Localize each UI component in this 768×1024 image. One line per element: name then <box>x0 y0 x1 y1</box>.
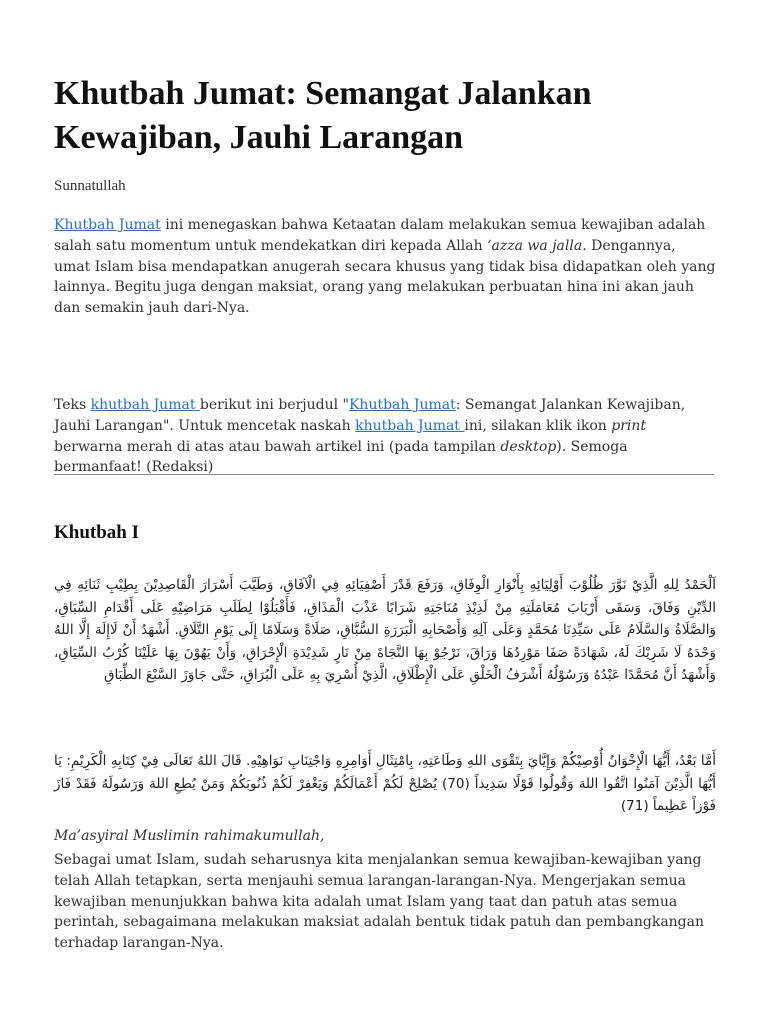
section-heading: Khutbah I <box>54 522 140 543</box>
note-italic-print: print <box>611 417 647 434</box>
note-text-a: Teks <box>54 397 91 413</box>
note-text-b: berikut ini berjudul " <box>199 397 349 413</box>
note-text-c: : Semangat Jalankan Kewajiban, Jauhi Larangan". Untuk mencetak naskah <box>54 397 686 434</box>
author-name: Sunnatullah <box>54 178 126 194</box>
intro-text-b: . Dengannya, umat Islam bisa mendapatkan anugerah secara khusus yang tidak bisa didapatkan oleh yang lainnya. Begitu juga dengan maksiat, orang yang melakukan perbuatan hina ini akan jauh dan semakin jauh dari-Nya. <box>54 237 716 317</box>
arabic-verse-text: أَمَّا بَعْدُ، أَيُّهَا الْإِخْوَانُ أُوْصِيْكُمْ وَإِيَّايَ بِتَقْوَى اللهِ وَطَاعَتِهِ، بِامْتِثَالِ أَوَامِرِهِ وَاجْتِنَابِ نَوَاهِيْهِ. قَالَ اللهُ تَعَالَى فِيْ كِتَابِهِ الْكَرِيْمِ: يَا أَيُّهَا الَّذِيْنَ آمَنُوا اتَّقُوا اللهَ وَقُولُوا قَوْلًا سَدِيداً (70) يُصْلِحْ لَكُمْ أَعْمَالَكُمْ وَيَغْفِرْ لَكُمْ ذُنُوبَكُمْ وَمَنْ يُطِعِ اللهَ وَرَسُولَهُ فَقَدْ فَازَ فَوْزاً عَظِيماً (71) <box>54 753 717 815</box>
khutbah-jumat-link-1[interactable]: khutbah Jumat <box>90 397 200 413</box>
intro-paragraph <box>54 215 716 319</box>
note-italic-desktop: desktop <box>500 438 557 455</box>
intro-text-a: ini menegaskan bahwa Ketaatan dalam melakukan semua kewajiban adalah salah satu momentum untuk mendekatkan diri kepada Allah <box>54 217 706 254</box>
intro-italic: ‘azza wa jalla <box>487 237 583 254</box>
khutbah-jumat-link-2[interactable]: Khutbah Jumat <box>348 397 456 413</box>
note-text-f: ). Semoga bermanfaat! (Redaksi) <box>54 438 628 476</box>
note-text-e: berwarna merah di atas atau bawah artikel ini (pada tampilan <box>54 438 501 455</box>
section-divider <box>54 474 714 475</box>
greeting-line: Ma’asyiral Muslimin rahimakumullah, <box>54 828 325 844</box>
editor-note-paragraph <box>54 395 716 478</box>
page-title: Khutbah Jumat: Semangat Jalankan Kewajiban, Jauhi Larangan <box>54 75 592 156</box>
khutbah-jumat-link[interactable]: Khutbah Jumat <box>54 217 161 233</box>
khutbah-jumat-link-3[interactable]: khutbah Jumat <box>355 417 465 434</box>
arabic-opening-text: اَلْحَمْدُ لِلهِ الَّذِيْ نَوَّرَ ظُلُوْبَ أَوْلِيَائِهِ بِأَنْوَارِ الْوِفَاقِ، وَرَفَعَ قَدْرَ أَصْفِيَائِهِ فِي الْآفَاقِ، وَطَيَّبَ أَسْرَارَ الْقَاصِدِيْنَ بِطِيْبِ ثَنَائِهِ فِي الدِّيْنِ وَفَاقَ، وَسَقَى أَرْبَابَ مُعَامَلَتِهِ مِنْ لَذِيْذِ مُنَاجَتِهِ شَرَابًا عَذْبَ الْمَذَاقِ، فَأَقْبَلُوْا لِطَلَبِ مَرَاضِيْهِ عَلَى أَقْدَامِ السِّبَاقِ، وَالصَّلَاةُ وَالسَّلَامُ عَلَى سَيِّدِنَا مُحَمَّدٍ وَعَلَى آلِهِ وَأَصْحَابِهِ الْبَرَرَةِ السُّبَّاقِ، صَلَاةً وَسَلَامًا إِلَى يَوْمِ التَّلَاقِ. أَشْهَدُ أَنْ لَاإِلَهَ إِلَّا اللهُ وَحْدَهُ لَا شَرِيْكَ لَهُ، شَهَادَةً صَفَا مَوْرِدُهَا وَرَاقَ، نَرْجُوْ بِهَا النَّجَاةَ مِنْ نَارٍ شَدِيْدَةِ الْإِحْرَاقِ، وَأَنْ يَهُوْنَ بِهَا عَلَيْنَا كُرْبُ السِّيَاقِ، وَأَشْهَدُ أَنَّ مُحَمَّدًا عَبْدُهُ وَرَسُوْلُهُ أَشْرَفُ الْخَلْقِ عَلَى الْإِطْلَاقِ، الَّذِيْ أُسْرِيَ بِهِ عَلَى الْبُرَاقِ، حَتَّى جَاوَزَ السَّبْعَ الطِّبَاقِ <box>54 577 716 684</box>
note-text-d: ini, silakan klik ikon <box>464 417 612 434</box>
body-paragraph: Sebagai umat Islam, sudah seharusnya kita menjalankan semua kewajiban-kewajiban yang telah Allah tetapkan, serta menjauhi semua larangan-larangan-Nya. Mengerjakan semua kewajiban menunjukkan bahwa kita adalah umat Islam yang taat dan patuh atas semua perintah, sebagaimana melakukan maksiat adalah bentuk tidak patuh dan pembangkangan terhadap larangan-Nya. <box>54 852 705 952</box>
